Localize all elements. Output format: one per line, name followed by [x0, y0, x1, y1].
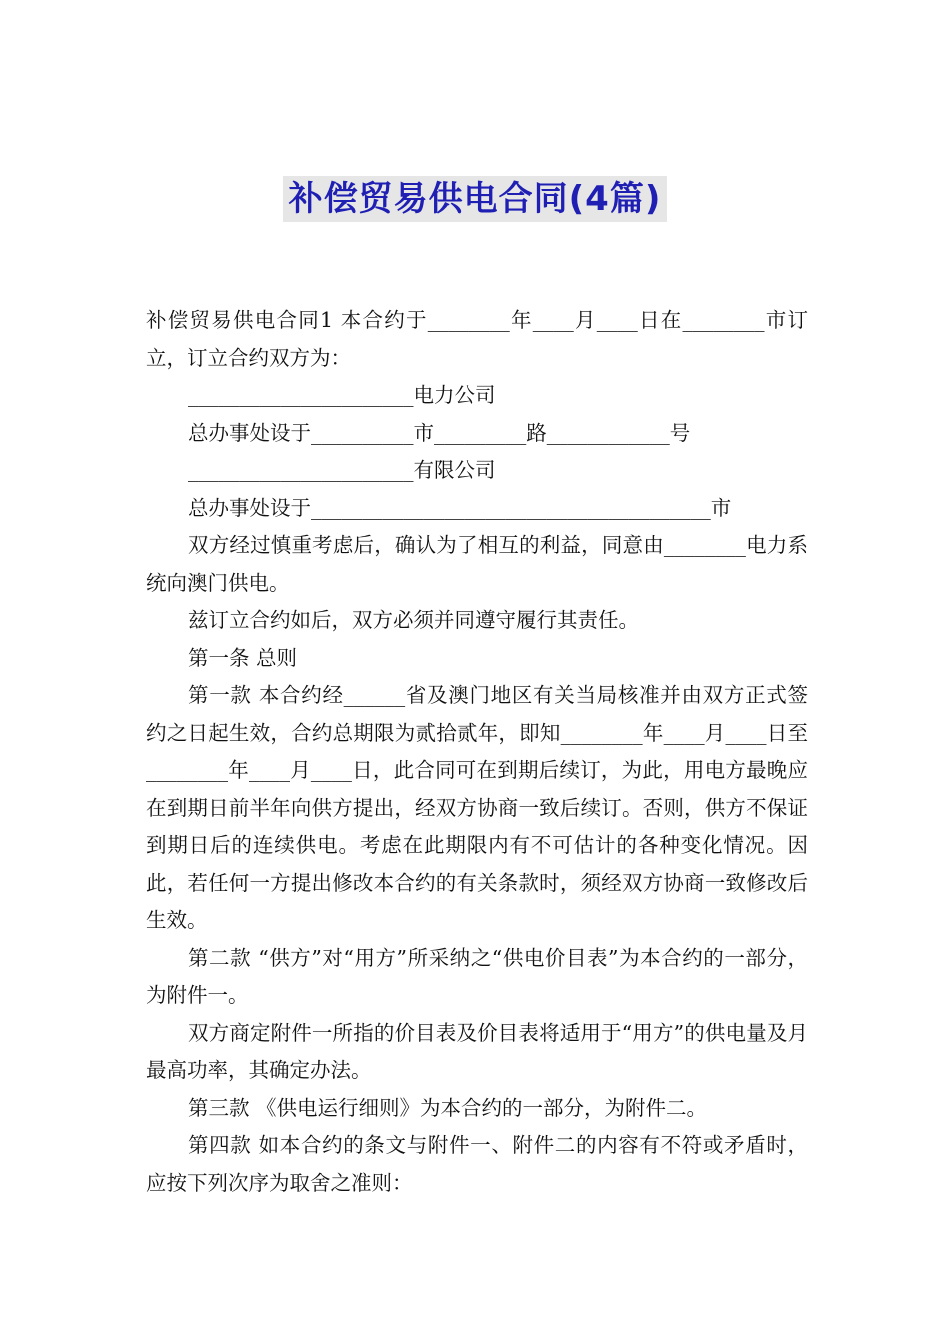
document-title: 补偿贸易供电合同(4篇)	[283, 176, 668, 222]
paragraph: 第一款 本合约经______省及澳门地区有关当局核准并由双方正式签约之日起生效，合约总期限为贰拾贰年，即知________年____月____日至________年____月____日，此合同可在到期后续订，为此，用电方最晚应在到期日前半年向供方提出，经双方协商一致后续订。否则，供方不保证到期日后的连续供电。考虑在此期限内有不可估计的各种变化情况。因此，若任何一方提出修改本合约的有关条款时，须经双方协商一致修改后生效。	[146, 683, 808, 932]
paragraph: 总办事处设于__________市_________路____________号	[188, 420, 691, 445]
paragraph: 补偿贸易供电合同1 本合约于________年____月____日在________市订立，订立合约双方为：	[146, 308, 808, 370]
title-container	[0, 176, 950, 222]
paragraph: 兹订立合约如后，双方必须并同遵守履行其责任。	[188, 608, 639, 632]
paragraph: 双方商定附件一所指的价目表及价目表将适用于“用方”的供电量及月最高功率，其确定办法。	[146, 1020, 808, 1082]
paragraph: 第三款 《供电运行细则》为本合约的一部分，为附件二。	[188, 1095, 708, 1120]
paragraph: ______________________有限公司	[188, 458, 496, 482]
paragraph: ______________________电力公司	[188, 383, 496, 407]
document-body	[146, 302, 808, 1202]
paragraph: 第四款 如本合约的条文与附件一、附件二的内容有不符或矛盾时，应按下列次序为取舍之准则：	[146, 1133, 808, 1195]
paragraph: 第二款 “供方”对“用方”所采纳之“供电价目表”为本合约的一部分，为附件一。	[146, 945, 808, 1007]
section-heading: 第一条 总则	[188, 645, 298, 670]
paragraph: 双方经过慎重考虑后，确认为了相互的利益，同意由________电力系统向澳门供电。	[146, 533, 808, 595]
paragraph: 总办事处设于_______________________________________市	[188, 495, 732, 520]
